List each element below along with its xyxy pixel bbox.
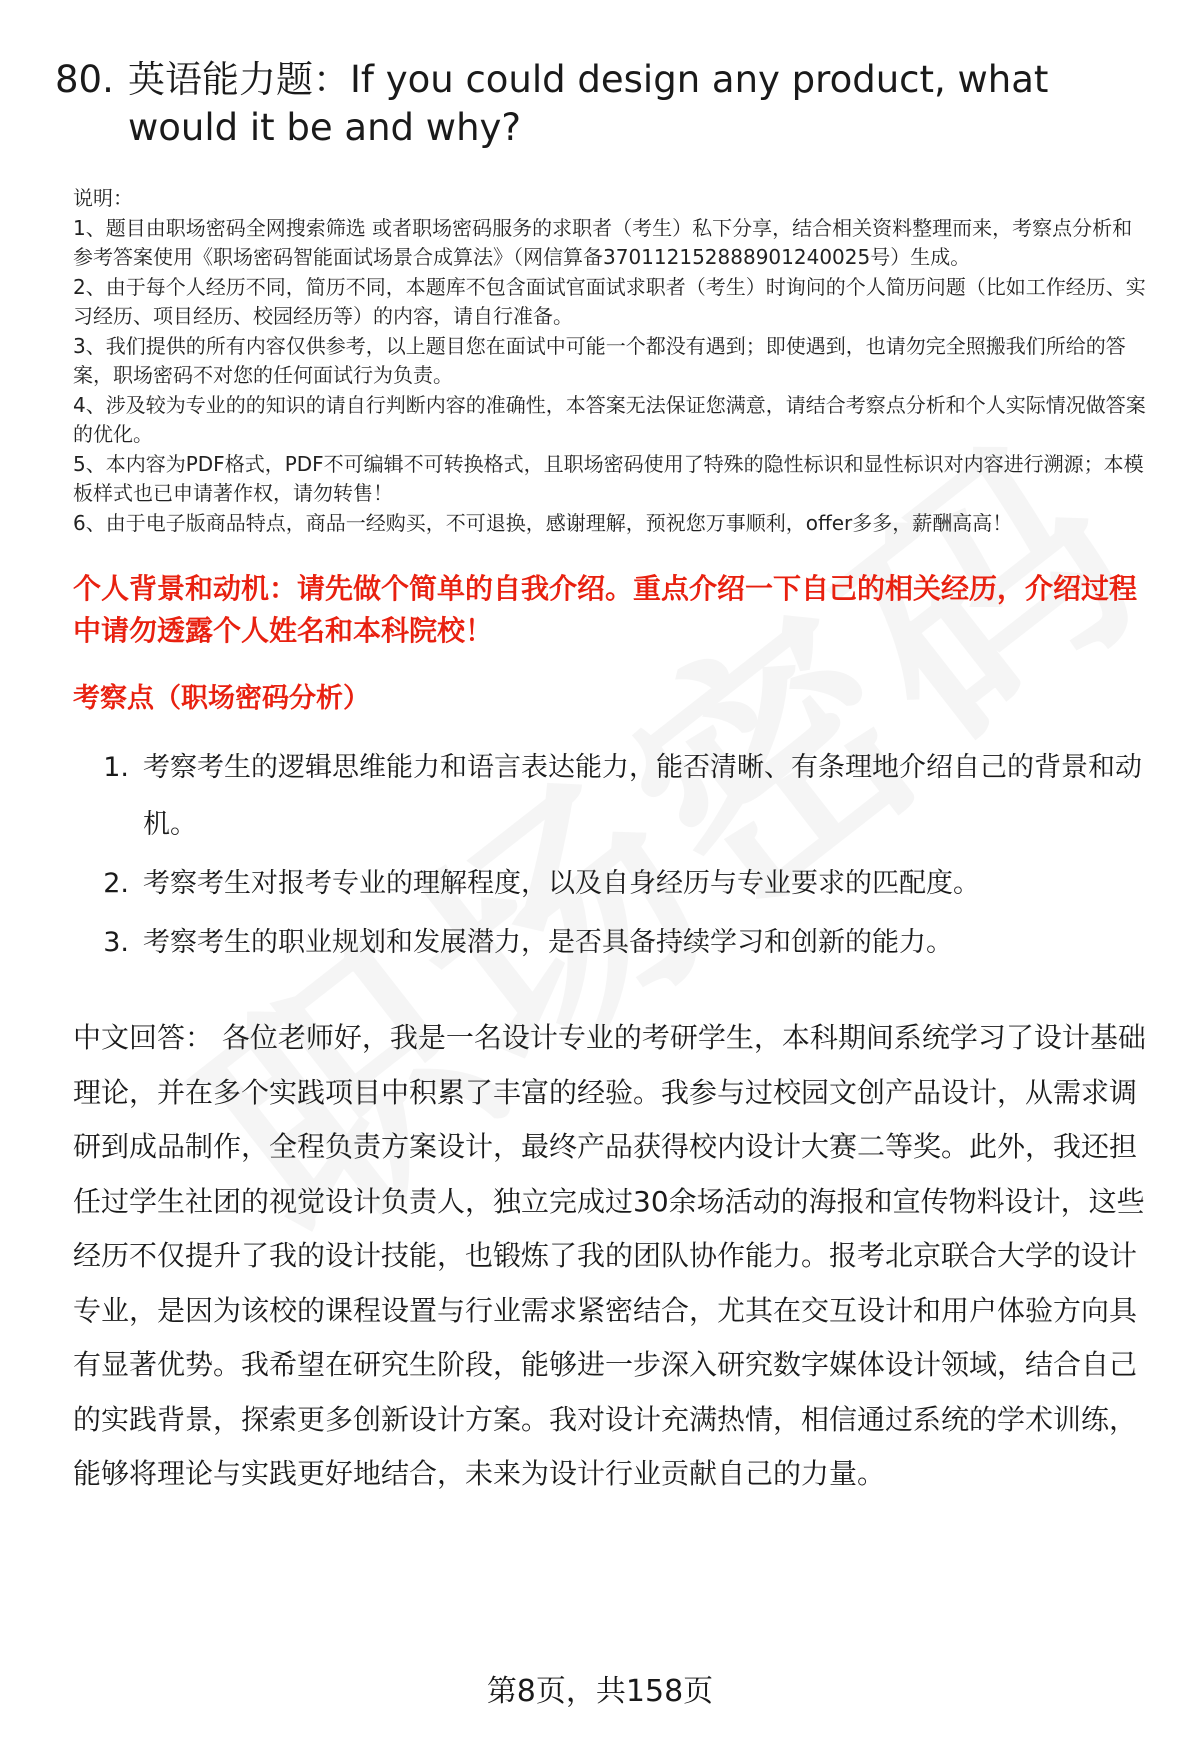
analysis-title: 考察点（职场密码分析） bbox=[73, 683, 370, 714]
analysis-points bbox=[73, 739, 1150, 971]
point-text: 考察考生的职业规划和发展潜力，是否具备持续学习和创新的能力。 bbox=[143, 927, 953, 958]
point-text: 考察考生对报考专业的理解程度，以及自身经历与专业要求的匹配度。 bbox=[143, 868, 980, 899]
note-item: 4、涉及较为专业的的知识的请自行判断内容的准确性，本答案无法保证您满意，请结合考察点分析和个人实际情况做答案的优化。 bbox=[73, 392, 1146, 446]
point-number: 1. bbox=[103, 752, 129, 783]
analysis-point bbox=[73, 739, 1150, 853]
answer-text: 各位老师好，我是一名设计专业的考研学生，本科期间系统学习了设计基础理论，并在多个实践项目中积累了丰富的经验。我参与过校园文创产品设计，从需求调研到成品制作，全程负责方案设计，最终产品获得校内设计大赛二等奖。此外，我还担任过学生社团的视觉设计负责人，独立完成过30余场活动的海报和宣传物料设计，这些经历不仅提升了我的设计技能，也锻炼了我的团队协作能力。报考北京联合大学的设计专业，是因为该校的课程设置与行业需求紧密结合，尤其在交互设计和用户体验方向具有显著优势。我希望在研究生阶段，能够进一步深入研究数字媒体设计领域，结合自己的实践背景，探索更多创新设计方案。我对设计充满热情，相信通过系统的学术训练，能够将理论与实践更好地结合，未来为设计行业贡献自己的力量。 bbox=[73, 1021, 1146, 1490]
note-item: 3、我们提供的所有内容仅供参考，以上题目您在面试中可能一个都没有遇到；即使遇到，也请勿完全照搬我们所给的答案，职场密码不对您的任何面试行为负责。 bbox=[73, 333, 1126, 387]
question-number: 80. bbox=[55, 58, 114, 101]
analysis-point bbox=[73, 855, 1150, 912]
point-number: 2. bbox=[103, 868, 129, 899]
point-text: 考察考生的逻辑思维能力和语言表达能力，能否清晰、有条理地介绍自己的背景和动机。 bbox=[143, 752, 1142, 840]
notes-heading: 说明： bbox=[73, 186, 133, 210]
note-item: 1、题目由职场密码全网搜索筛选 或者职场密码服务的求职者（考生）私下分享，结合相关资料整理而来，考察点分析和参考答案使用《职场密码智能面试场景合成算法》（网信算备370112152888901240025号）生成。 bbox=[73, 215, 1133, 269]
notes-block bbox=[73, 184, 1150, 538]
answer-paragraph bbox=[73, 1011, 1150, 1502]
note-item: 2、由于每个人经历不同，简历不同，本题库不包含面试官面试求职者（考生）时询问的个人简历问题（比如工作经历、实习经历、项目经历、校园经历等）的内容，请自行准备。 bbox=[73, 274, 1146, 328]
question-text: 英语能力题：If you could design any product, what would it be and why? bbox=[128, 58, 1049, 149]
analysis-point bbox=[73, 914, 1150, 971]
question-heading bbox=[55, 56, 1150, 152]
note-item: 6、由于电子版商品特点，商品一经购买，不可退换，感谢理解，预祝您万事顺利，offer多多，薪酬高高！ bbox=[73, 510, 1013, 535]
page-footer: 第8页，共158页 bbox=[486, 1674, 714, 1709]
section-title: 个人背景和动机：请先做个简单的自我介绍。重点介绍一下自己的相关经历，介绍过程中请勿透露个人姓名和本科院校！ bbox=[73, 572, 1138, 647]
point-number: 3. bbox=[103, 927, 129, 958]
answer-label: 中文回答： bbox=[73, 1021, 214, 1054]
note-item: 5、本内容为PDF格式，PDF不可编辑不可转换格式，且职场密码使用了特殊的隐性标识和显性标识对内容进行溯源；本模板样式也已申请著作权，请勿转售！ bbox=[73, 451, 1144, 505]
